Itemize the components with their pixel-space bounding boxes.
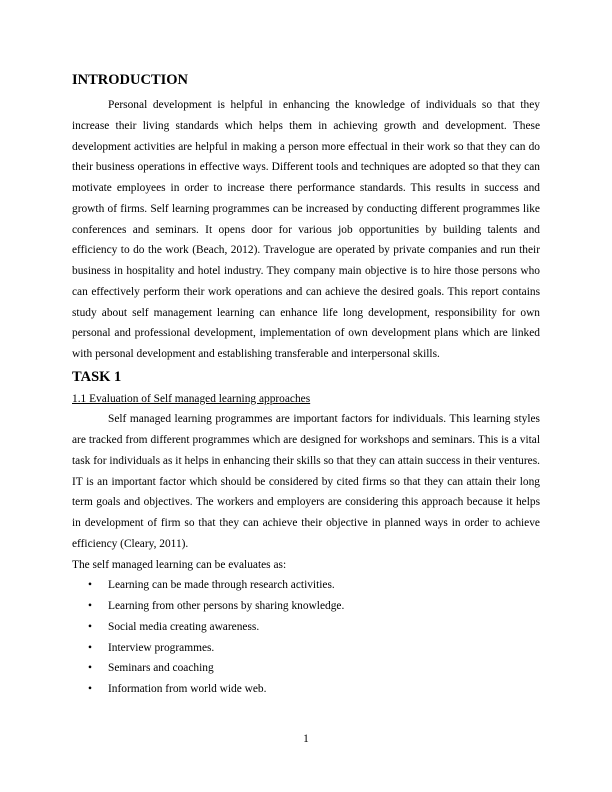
list-item <box>72 658 540 679</box>
list-item-text: Seminars and coaching <box>108 662 214 675</box>
task1-heading: TASK 1 <box>72 368 122 385</box>
list-item-text: Learning from other persons by sharing knowledge. <box>108 600 345 612</box>
list-item <box>72 638 540 659</box>
list-item-text: Interview programmes. <box>108 641 215 654</box>
introduction-heading: INTRODUCTION <box>72 72 189 88</box>
list-item <box>72 575 540 596</box>
document-page <box>72 70 540 700</box>
bullet-icon: • <box>88 683 92 695</box>
bullet-icon: • <box>88 579 92 592</box>
bullet-icon: • <box>88 662 92 675</box>
list-intro: The self managed learning can be evaluates as: <box>72 558 287 571</box>
bullet-icon: • <box>88 641 92 654</box>
list-item <box>72 617 540 638</box>
task1-paragraph: Self managed learning programmes are important factors for individuals. This learning styles are tracked from different programmes which are designed for workshops and seminars. This is a vital task for individuals as it helps in enhancing their skills so that they can attain success in their ventures. IT is an important factor which should be considered by cited firms so that they can attain their long term goals and objectives. The workers and employers are considering this approach because it helps in development of firm so that they can achieve their objective in planned ways in order to achieve efficiency (Cleary, 2011). <box>72 413 540 550</box>
bullet-icon: • <box>88 620 92 633</box>
introduction-paragraph: Personal development is helpful in enhancing the knowledge of individuals so that they increase their living standards which helps them in achieving growth and development. These development activities are helpful in making a person more effectual in their work so that they can do their business operations in effective ways. Different tools and techniques are adopted so that they can motivate employees in order to increase there performance standards. This results in success and growth of firms. Self learning programmes can be increased by conducting different programmes like conferences and seminars. It opens door for various job opportunities by building talents and efficiency to do the work (Beach, 2012). Travelogue are operated by private companies and run their business in hospitality and hotel industry. They company main objective is to hire those persons who can effectively perform their work operations and can achieve the desired goals. This report contains study about self management learning can enhance life long development, responsibility for own personal and professional development, implementation of own development plans which are linked with personal development and establishing transferable and interpersonal skills. <box>72 99 540 360</box>
task1-subheading: 1.1 Evaluation of Self managed learning approaches <box>72 392 311 405</box>
bullet-icon: • <box>88 600 92 612</box>
page-number: 1 <box>303 733 309 745</box>
list-item-text: Learning can be made through research activities. <box>108 579 335 592</box>
list-item <box>72 596 540 617</box>
bullet-list <box>72 575 540 700</box>
list-item-text: Social media creating awareness. <box>108 620 260 633</box>
list-item-text: Information from world wide web. <box>108 683 267 695</box>
list-item <box>72 679 540 700</box>
